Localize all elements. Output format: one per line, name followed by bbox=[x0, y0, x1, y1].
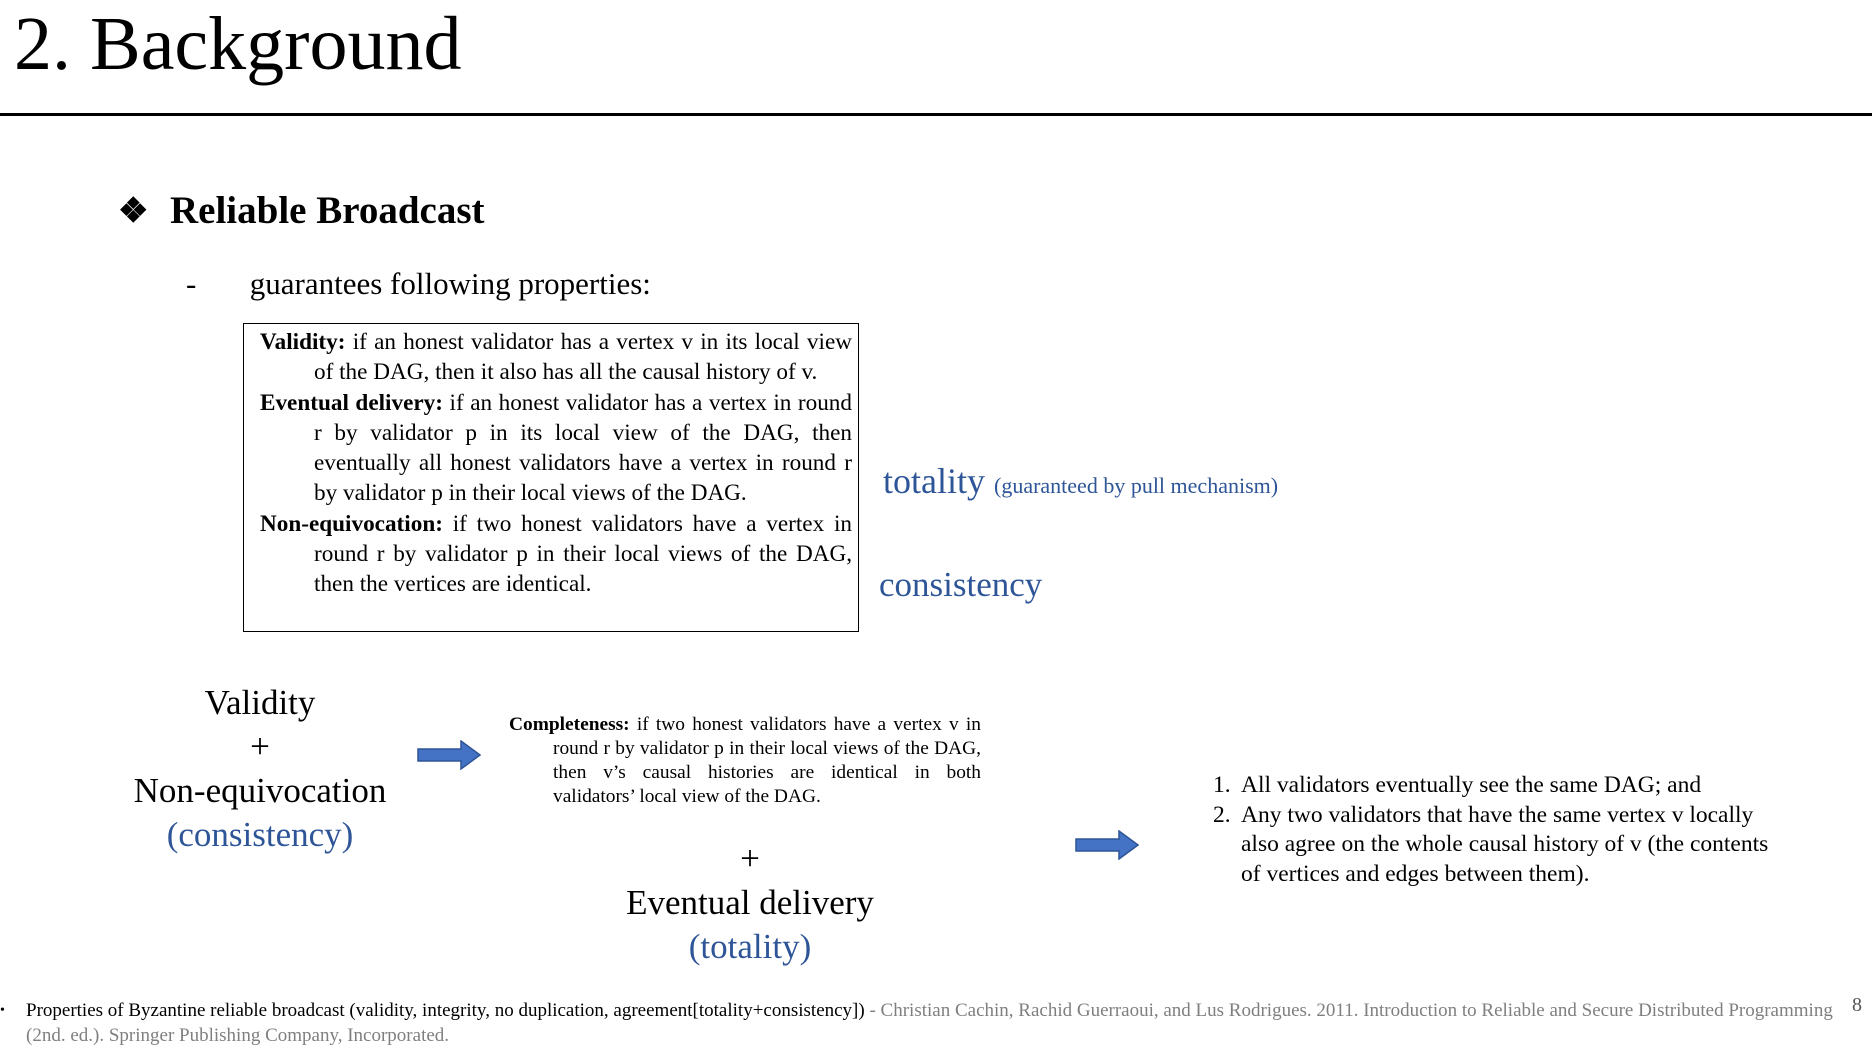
property-validity bbox=[260, 327, 852, 388]
property-eventual-delivery bbox=[260, 388, 852, 509]
page-number: 8 bbox=[1852, 994, 1862, 1016]
property-text: if two honest validators have a vertex in round r by validator p in their local views of the DAG, then the vertices are identical. bbox=[314, 510, 852, 598]
plus-sign: + bbox=[250, 727, 270, 766]
property-name: Non-equivocation: bbox=[260, 510, 443, 537]
section-heading-text: Reliable Broadcast bbox=[170, 189, 485, 232]
property-name: Validity: bbox=[260, 329, 346, 355]
footer-reference bbox=[0, 998, 1840, 1048]
totality-label: (totality) bbox=[688, 927, 812, 966]
list-text: Any two validators that have the same vertex v locally also agree on the whole causal history of v (the contents of vertices and edges between them). bbox=[1241, 801, 1769, 887]
dash-bullet: - bbox=[186, 266, 197, 301]
totality-annotation bbox=[883, 460, 1278, 502]
list-number: 2. bbox=[1213, 801, 1231, 828]
right-arrow-icon bbox=[417, 740, 481, 770]
totality-note: (guaranteed by pull mechanism) bbox=[994, 473, 1279, 498]
validity-label: Validity bbox=[204, 683, 316, 722]
completeness-name: Completeness: bbox=[509, 714, 630, 735]
footer-body bbox=[0, 998, 1840, 1048]
property-non-equivocation bbox=[260, 509, 852, 600]
footer-main-text: Properties of Byzantine reliable broadcast (validity, integrity, no duplication, agreement[totality+consistency]) bbox=[26, 1000, 865, 1021]
list-text: All validators eventually see the same DAG; and bbox=[1241, 772, 1702, 798]
completeness-text bbox=[509, 713, 981, 809]
plus-sign: + bbox=[740, 839, 760, 878]
list-number: 1. bbox=[1213, 772, 1231, 798]
totality-label: totality bbox=[883, 461, 985, 501]
property-text: if an honest validator has a vertex in round r by validator p in its local view of the DAG, then eventually all honest validators have a vertex in round r by validator p in their local views of the DAG. bbox=[314, 389, 852, 507]
completeness-body: if two honest validators have a vertex v in round r by validator p in their local views of the DAG, then v’s causal histories are identical in both validators’ local view of the DAG. bbox=[553, 714, 981, 807]
right-arrow-icon bbox=[1075, 830, 1139, 860]
plus-eventual-delivery bbox=[600, 837, 900, 969]
property-text: if an honest validator has a vertex v in its local view of the DAG, then it also has all the causal history of v. bbox=[314, 329, 852, 386]
eventual-delivery-label: Eventual delivery bbox=[626, 883, 874, 922]
footer-citation: - Christian Cachin, Rachid Guerraoui, and Lus Rodrigues. 2011. Introduction to Reliable and Secure Distributed Programming (2nd. ed.). Springer Publishing Company, Incorporated. bbox=[26, 1000, 1833, 1046]
footer-bullet: • bbox=[0, 1003, 5, 1018]
consistency-label: (consistency) bbox=[166, 815, 354, 854]
list-item bbox=[1213, 771, 1773, 801]
property-name: Eventual delivery: bbox=[260, 389, 443, 416]
conclusion-list bbox=[1213, 771, 1773, 889]
non-equivocation-label: Non-equivocation bbox=[133, 771, 387, 810]
sub-point-text: guarantees following properties: bbox=[249, 266, 651, 301]
properties-box bbox=[243, 323, 859, 632]
consistency-annotation: consistency bbox=[879, 565, 1043, 604]
diamond-bullet-icon: ❖ bbox=[118, 192, 149, 230]
sub-point bbox=[186, 266, 651, 302]
completeness-definition bbox=[509, 713, 981, 809]
section-heading bbox=[118, 188, 485, 233]
slide-title: 2. Background bbox=[14, 2, 462, 86]
list-item bbox=[1213, 801, 1773, 890]
title-divider bbox=[0, 113, 1872, 116]
validity-plus-non-equivocation bbox=[110, 681, 410, 857]
